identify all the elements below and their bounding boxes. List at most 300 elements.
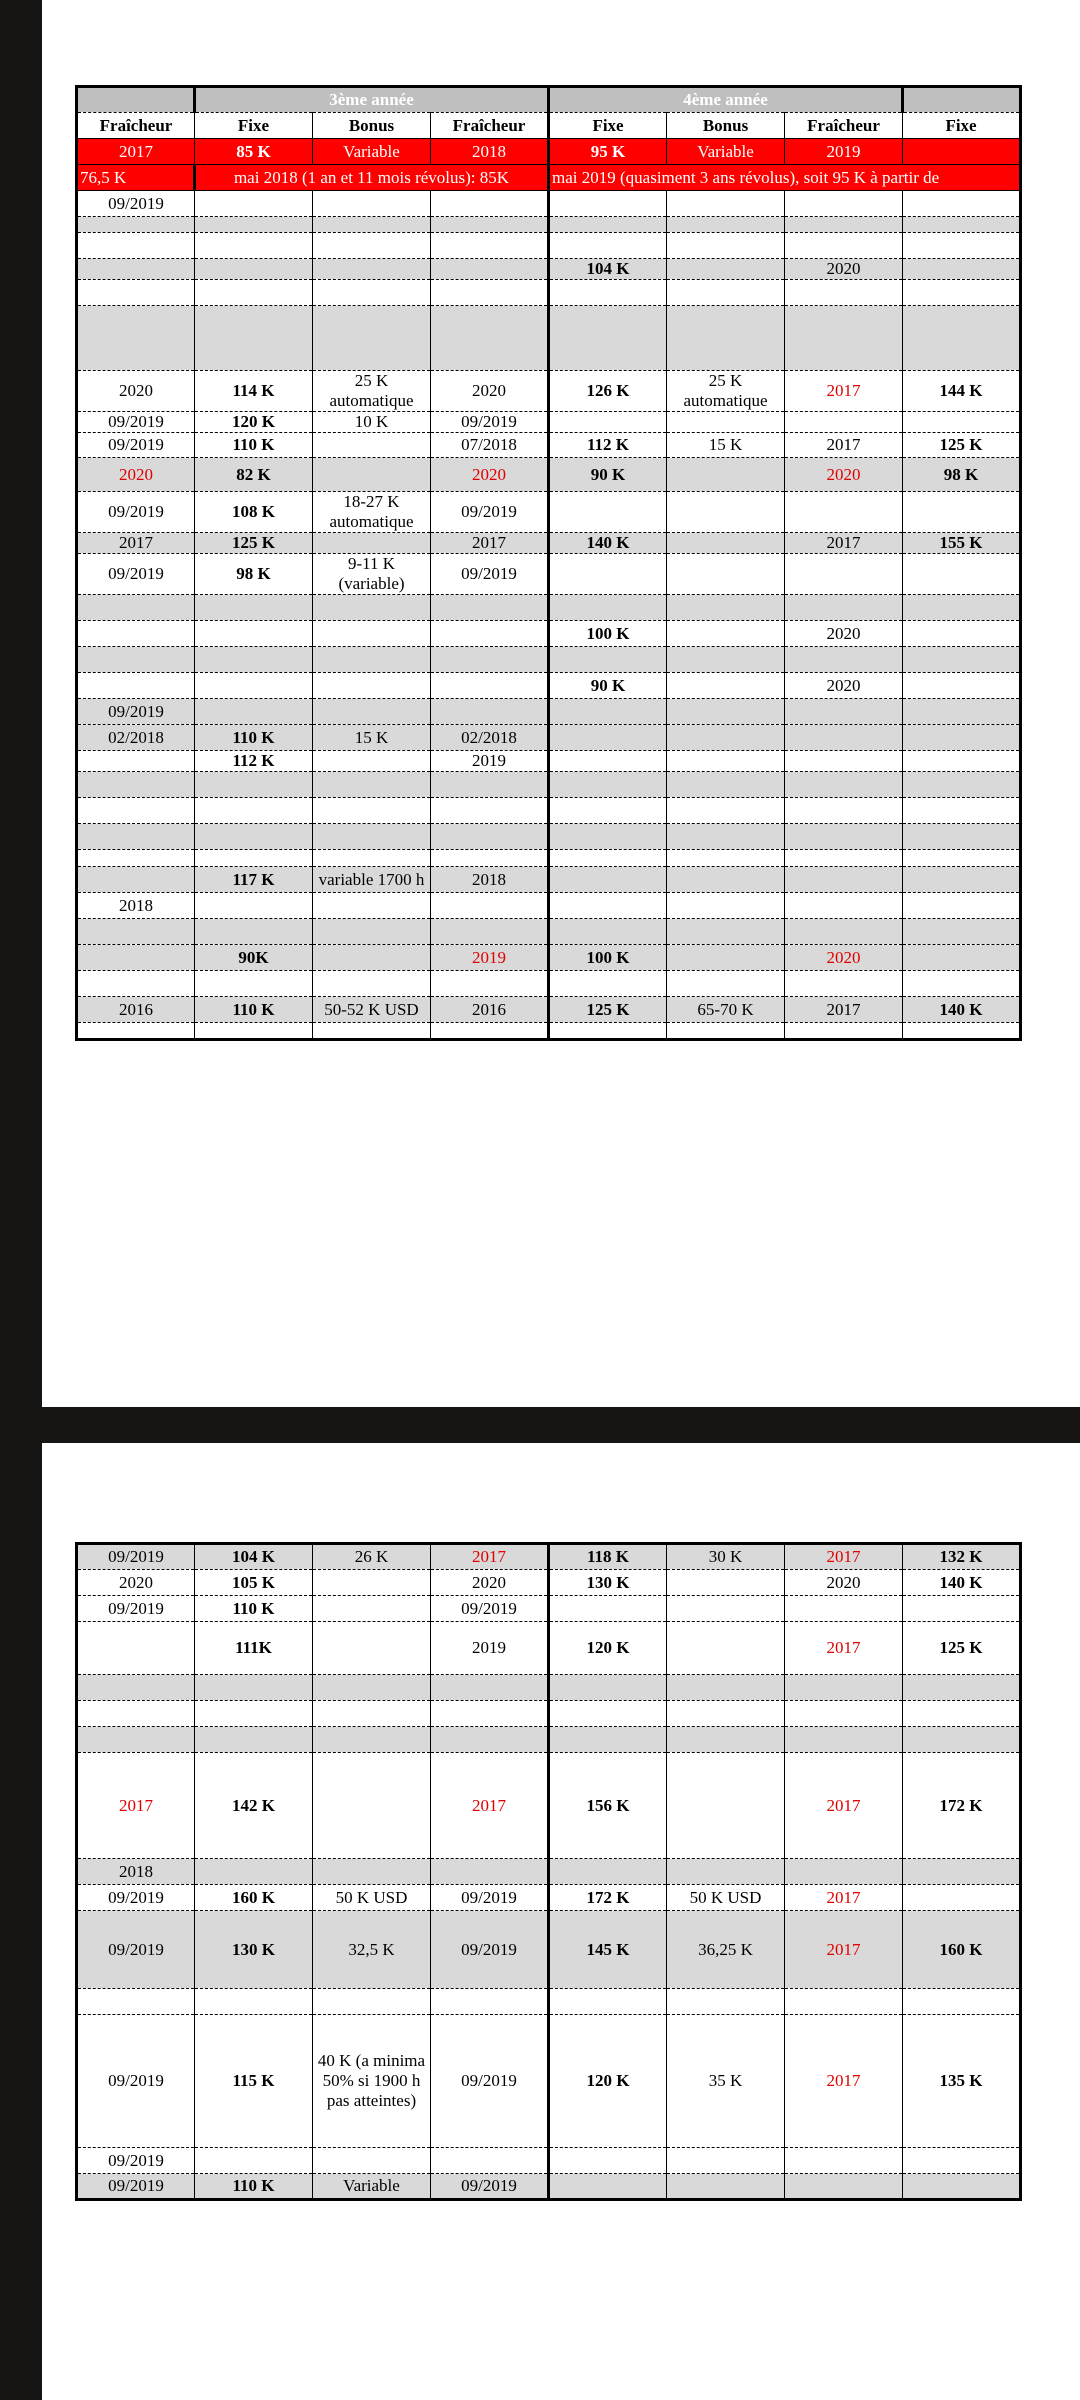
table-cell: 09/2019 bbox=[431, 1885, 549, 1911]
table-row bbox=[77, 725, 1021, 751]
table-cell: 112 K bbox=[549, 433, 667, 458]
table-cell bbox=[667, 233, 785, 259]
table-cell bbox=[667, 867, 785, 893]
column-header: Fraîcheur bbox=[431, 113, 549, 139]
table-cell bbox=[195, 621, 313, 647]
table-cell bbox=[667, 1701, 785, 1727]
table-cell bbox=[313, 458, 431, 492]
table-cell: 09/2019 bbox=[77, 433, 195, 458]
table-cell bbox=[667, 492, 785, 533]
table-cell bbox=[549, 751, 667, 772]
table-row bbox=[77, 1859, 1021, 1885]
table-cell bbox=[431, 2148, 549, 2174]
highlight-cell: Variable bbox=[313, 139, 431, 165]
table-row bbox=[77, 699, 1021, 725]
table-cell bbox=[785, 2174, 903, 2200]
table-cell bbox=[667, 621, 785, 647]
table-cell bbox=[549, 1596, 667, 1622]
table-cell: 2020 bbox=[785, 945, 903, 971]
table-cell bbox=[903, 412, 1021, 433]
table-cell: 126 K bbox=[549, 371, 667, 412]
table-row bbox=[77, 867, 1021, 893]
table-cell bbox=[195, 306, 313, 371]
table-cell bbox=[313, 751, 431, 772]
note-cell: mai 2018 (1 an et 11 mois révolus): 85K bbox=[195, 165, 549, 191]
table-cell bbox=[77, 1701, 195, 1727]
table-cell bbox=[77, 798, 195, 824]
table-cell bbox=[431, 1675, 549, 1701]
table-row bbox=[77, 1596, 1021, 1622]
table-cell bbox=[313, 533, 431, 554]
table-cell bbox=[313, 919, 431, 945]
table-cell bbox=[195, 1701, 313, 1727]
table-cell bbox=[785, 893, 903, 919]
table-cell bbox=[431, 621, 549, 647]
table-cell: 25 K automatique bbox=[313, 371, 431, 412]
table-cell: 09/2019 bbox=[77, 1544, 195, 1570]
table-cell bbox=[785, 850, 903, 867]
table-cell: 2019 bbox=[431, 945, 549, 971]
table-cell bbox=[549, 1701, 667, 1727]
column-header: Fraîcheur bbox=[77, 113, 195, 139]
table-cell: 2020 bbox=[785, 621, 903, 647]
table-cell bbox=[903, 1023, 1021, 1040]
table-cell bbox=[77, 621, 195, 647]
table-cell: 50 K USD bbox=[667, 1885, 785, 1911]
highlight-cell: Variable bbox=[667, 139, 785, 165]
table-cell: 145 K bbox=[549, 1911, 667, 1989]
table-cell bbox=[667, 699, 785, 725]
document-page-1 bbox=[42, 0, 1080, 1407]
table-cell bbox=[903, 1596, 1021, 1622]
table-cell: 132 K bbox=[903, 1544, 1021, 1570]
table-cell bbox=[77, 867, 195, 893]
table-cell: 50 K USD bbox=[313, 1885, 431, 1911]
table-cell: 172 K bbox=[903, 1753, 1021, 1859]
table-cell: 09/2019 bbox=[77, 2174, 195, 2200]
table-cell: 09/2019 bbox=[77, 191, 195, 217]
table-cell bbox=[313, 233, 431, 259]
table-cell: 2017 bbox=[785, 2015, 903, 2148]
table-cell bbox=[313, 1753, 431, 1859]
table-cell bbox=[195, 1023, 313, 1040]
table-cell: 160 K bbox=[903, 1911, 1021, 1989]
table-cell: 10 K bbox=[313, 412, 431, 433]
table-cell bbox=[785, 280, 903, 306]
highlight-cell: 2017 bbox=[77, 139, 195, 165]
table-cell bbox=[549, 280, 667, 306]
table-cell bbox=[903, 1675, 1021, 1701]
table-cell bbox=[549, 893, 667, 919]
table-cell bbox=[549, 1859, 667, 1885]
table-cell: 09/2019 bbox=[431, 554, 549, 595]
table-cell bbox=[785, 751, 903, 772]
table-cell bbox=[667, 893, 785, 919]
table-row bbox=[77, 824, 1021, 850]
table-cell: 2017 bbox=[431, 1753, 549, 1859]
table-cell bbox=[431, 1023, 549, 1040]
table-cell: 09/2019 bbox=[431, 492, 549, 533]
table-cell bbox=[549, 850, 667, 867]
table-cell bbox=[785, 412, 903, 433]
table-cell bbox=[785, 1859, 903, 1885]
table-cell bbox=[903, 621, 1021, 647]
table-row bbox=[77, 412, 1021, 433]
table-cell bbox=[549, 824, 667, 850]
table-cell bbox=[785, 919, 903, 945]
table-cell: 2017 bbox=[785, 997, 903, 1023]
table-cell bbox=[431, 1989, 549, 2015]
table-cell: 09/2019 bbox=[77, 2148, 195, 2174]
table-cell bbox=[667, 971, 785, 997]
table-cell: 140 K bbox=[903, 1570, 1021, 1596]
table-cell bbox=[785, 554, 903, 595]
column-header: Fixe bbox=[549, 113, 667, 139]
table-cell bbox=[313, 1859, 431, 1885]
table-cell: variable 1700 h bbox=[313, 867, 431, 893]
table-cell: 114 K bbox=[195, 371, 313, 412]
group-header-row bbox=[77, 87, 1021, 113]
table-row bbox=[77, 1885, 1021, 1911]
table-cell bbox=[785, 699, 903, 725]
table-cell: 172 K bbox=[549, 1885, 667, 1911]
table-cell: 09/2019 bbox=[431, 412, 549, 433]
table-cell bbox=[785, 971, 903, 997]
table-row bbox=[77, 772, 1021, 798]
table-cell bbox=[785, 1596, 903, 1622]
table-cell bbox=[195, 280, 313, 306]
table-row bbox=[77, 2148, 1021, 2174]
table-cell bbox=[785, 306, 903, 371]
table-cell bbox=[903, 492, 1021, 533]
table-row bbox=[77, 533, 1021, 554]
table-cell bbox=[77, 217, 195, 233]
table-row bbox=[77, 306, 1021, 371]
table-cell bbox=[549, 233, 667, 259]
table-cell: 125 K bbox=[903, 1622, 1021, 1675]
table-cell bbox=[431, 971, 549, 997]
column-header: Bonus bbox=[313, 113, 431, 139]
table-cell bbox=[667, 554, 785, 595]
column-header: Fraîcheur bbox=[785, 113, 903, 139]
table-row bbox=[77, 2015, 1021, 2148]
table-cell bbox=[903, 554, 1021, 595]
table-cell bbox=[667, 533, 785, 554]
table-cell: 110 K bbox=[195, 1596, 313, 1622]
table-cell bbox=[903, 2148, 1021, 2174]
table-cell: 118 K bbox=[549, 1544, 667, 1570]
table-cell: 2017 bbox=[785, 1911, 903, 1989]
table-cell: 130 K bbox=[549, 1570, 667, 1596]
table-cell: 2017 bbox=[785, 1753, 903, 1859]
table-cell bbox=[667, 945, 785, 971]
table-cell bbox=[195, 1989, 313, 2015]
table-cell: 2020 bbox=[785, 259, 903, 280]
table-cell: 90 K bbox=[549, 458, 667, 492]
table-cell bbox=[667, 1859, 785, 1885]
table-cell: 100 K bbox=[549, 945, 667, 971]
group-header-3eme-annee: 3ème année bbox=[195, 87, 549, 113]
table-cell bbox=[667, 2174, 785, 2200]
table-cell bbox=[785, 725, 903, 751]
table-cell bbox=[785, 233, 903, 259]
table-cell: 120 K bbox=[549, 2015, 667, 2148]
table-row bbox=[77, 1753, 1021, 1859]
table-cell bbox=[313, 850, 431, 867]
highlight-cell bbox=[903, 139, 1021, 165]
table-cell bbox=[195, 673, 313, 699]
table-cell bbox=[431, 1859, 549, 1885]
table-cell: 09/2019 bbox=[77, 1596, 195, 1622]
table-cell bbox=[785, 867, 903, 893]
table-row bbox=[77, 259, 1021, 280]
table-cell bbox=[785, 824, 903, 850]
table-cell: 98 K bbox=[195, 554, 313, 595]
table-cell bbox=[549, 867, 667, 893]
table-cell bbox=[77, 850, 195, 867]
table-cell: 2016 bbox=[431, 997, 549, 1023]
table-row bbox=[77, 945, 1021, 971]
table-cell bbox=[903, 725, 1021, 751]
table-cell bbox=[549, 1989, 667, 2015]
table-cell: 30 K bbox=[667, 1544, 785, 1570]
table-cell bbox=[785, 772, 903, 798]
table-cell bbox=[667, 595, 785, 621]
table-row bbox=[77, 1911, 1021, 1989]
table-cell: 2018 bbox=[77, 893, 195, 919]
table-cell bbox=[785, 1675, 903, 1701]
table-cell bbox=[549, 1023, 667, 1040]
table-cell: 2020 bbox=[431, 371, 549, 412]
table-cell: 110 K bbox=[195, 2174, 313, 2200]
table-cell: 90 K bbox=[549, 673, 667, 699]
table-cell bbox=[77, 1727, 195, 1753]
table-cell bbox=[903, 772, 1021, 798]
table-cell bbox=[313, 1701, 431, 1727]
empty-header-cell bbox=[903, 87, 1021, 113]
table-row bbox=[77, 1989, 1021, 2015]
table-cell bbox=[77, 919, 195, 945]
table-cell bbox=[313, 2148, 431, 2174]
table-cell: 110 K bbox=[195, 433, 313, 458]
table-cell bbox=[313, 1675, 431, 1701]
table-cell bbox=[667, 850, 785, 867]
table-cell bbox=[549, 554, 667, 595]
table-cell: 2017 bbox=[431, 533, 549, 554]
table-cell bbox=[667, 191, 785, 217]
table-cell: 50-52 K USD bbox=[313, 997, 431, 1023]
table-cell bbox=[667, 1989, 785, 2015]
table-cell: 02/2018 bbox=[431, 725, 549, 751]
column-header: Fixe bbox=[195, 113, 313, 139]
table-cell bbox=[313, 772, 431, 798]
table-cell bbox=[549, 217, 667, 233]
table-cell bbox=[549, 647, 667, 673]
table-cell bbox=[903, 1885, 1021, 1911]
table-cell bbox=[667, 2148, 785, 2174]
table-cell bbox=[195, 191, 313, 217]
table-row bbox=[77, 1570, 1021, 1596]
table-cell bbox=[313, 945, 431, 971]
table-row bbox=[77, 1727, 1021, 1753]
table-cell bbox=[195, 595, 313, 621]
table-cell bbox=[195, 772, 313, 798]
table-cell bbox=[667, 673, 785, 699]
table-row bbox=[77, 1622, 1021, 1675]
table-cell bbox=[313, 971, 431, 997]
table-cell: 09/2019 bbox=[77, 1885, 195, 1911]
table-cell bbox=[77, 233, 195, 259]
table-cell bbox=[785, 1727, 903, 1753]
table-cell bbox=[313, 893, 431, 919]
table-cell bbox=[903, 1989, 1021, 2015]
table-cell: 90K bbox=[195, 945, 313, 971]
table-cell bbox=[903, 306, 1021, 371]
empty-header-cell bbox=[77, 87, 195, 113]
table-cell: 117 K bbox=[195, 867, 313, 893]
table-cell bbox=[77, 971, 195, 997]
table-cell bbox=[549, 1727, 667, 1753]
highlight-cell: 2019 bbox=[785, 139, 903, 165]
table-cell: 2020 bbox=[785, 673, 903, 699]
table-cell bbox=[431, 772, 549, 798]
table-cell bbox=[313, 1622, 431, 1675]
table-row bbox=[77, 673, 1021, 699]
table-cell: 2020 bbox=[77, 458, 195, 492]
table-cell bbox=[431, 824, 549, 850]
table-cell: 160 K bbox=[195, 1885, 313, 1911]
table-cell bbox=[785, 647, 903, 673]
table-row bbox=[77, 919, 1021, 945]
table-cell: 111K bbox=[195, 1622, 313, 1675]
table-cell bbox=[195, 850, 313, 867]
table-cell: 32,5 K bbox=[313, 1911, 431, 1989]
table-cell: 110 K bbox=[195, 997, 313, 1023]
salary-table-2 bbox=[75, 1542, 1019, 2201]
table-cell bbox=[77, 945, 195, 971]
table-cell: 09/2019 bbox=[77, 554, 195, 595]
table-cell bbox=[667, 259, 785, 280]
table-cell bbox=[903, 893, 1021, 919]
table-cell bbox=[195, 919, 313, 945]
table-row bbox=[77, 1701, 1021, 1727]
table-cell: 125 K bbox=[549, 997, 667, 1023]
table-cell: 9-11 K (variable) bbox=[313, 554, 431, 595]
table-cell: 108 K bbox=[195, 492, 313, 533]
table-cell bbox=[431, 280, 549, 306]
table-cell bbox=[431, 217, 549, 233]
table-cell: 2017 bbox=[785, 371, 903, 412]
table-cell bbox=[549, 2174, 667, 2200]
table-cell bbox=[785, 1023, 903, 1040]
table-row bbox=[77, 595, 1021, 621]
table-cell bbox=[549, 2148, 667, 2174]
table-cell: 2017 bbox=[77, 1753, 195, 1859]
table-cell bbox=[195, 893, 313, 919]
table-cell bbox=[785, 595, 903, 621]
table-row bbox=[77, 1023, 1021, 1040]
table-cell bbox=[903, 945, 1021, 971]
table-cell bbox=[903, 217, 1021, 233]
highlight-cell: 85 K bbox=[195, 139, 313, 165]
table-cell bbox=[77, 647, 195, 673]
table-cell bbox=[549, 798, 667, 824]
table-cell bbox=[313, 433, 431, 458]
table-row bbox=[77, 217, 1021, 233]
table-cell bbox=[313, 699, 431, 725]
table-cell: 2020 bbox=[431, 1570, 549, 1596]
table-row bbox=[77, 1675, 1021, 1701]
table-cell bbox=[313, 1727, 431, 1753]
table-cell: 142 K bbox=[195, 1753, 313, 1859]
table-cell bbox=[667, 1753, 785, 1859]
table-cell: 2020 bbox=[77, 371, 195, 412]
table-cell: 155 K bbox=[903, 533, 1021, 554]
table-cell bbox=[903, 280, 1021, 306]
table-cell bbox=[313, 824, 431, 850]
table-cell: 98 K bbox=[903, 458, 1021, 492]
table-cell: 2017 bbox=[785, 433, 903, 458]
table-row bbox=[77, 1544, 1021, 1570]
table-row bbox=[77, 798, 1021, 824]
table-cell: 18-27 K automatique bbox=[313, 492, 431, 533]
table-cell: 112 K bbox=[195, 751, 313, 772]
table-cell bbox=[313, 217, 431, 233]
table-cell bbox=[903, 751, 1021, 772]
table-cell: 2017 bbox=[785, 1622, 903, 1675]
table-cell bbox=[195, 971, 313, 997]
table-cell bbox=[903, 233, 1021, 259]
table-row bbox=[77, 433, 1021, 458]
table-cell bbox=[667, 1675, 785, 1701]
table-cell bbox=[431, 259, 549, 280]
table-cell bbox=[77, 1023, 195, 1040]
table-cell bbox=[667, 647, 785, 673]
table-cell bbox=[785, 191, 903, 217]
table-cell: 2020 bbox=[785, 1570, 903, 1596]
table-cell bbox=[77, 259, 195, 280]
table-cell bbox=[903, 867, 1021, 893]
table-cell bbox=[431, 673, 549, 699]
table-cell bbox=[313, 798, 431, 824]
table-cell: 09/2019 bbox=[431, 2015, 549, 2148]
table-cell bbox=[313, 647, 431, 673]
table-cell bbox=[77, 595, 195, 621]
highlight-cell: 95 K bbox=[549, 139, 667, 165]
table-cell: 2019 bbox=[431, 751, 549, 772]
table-cell bbox=[313, 1023, 431, 1040]
table-cell: 2017 bbox=[785, 1544, 903, 1570]
table-cell bbox=[431, 798, 549, 824]
table-cell bbox=[667, 725, 785, 751]
table-cell bbox=[431, 1727, 549, 1753]
table-row bbox=[77, 191, 1021, 217]
table-cell bbox=[195, 259, 313, 280]
table-cell: 09/2019 bbox=[77, 412, 195, 433]
table-cell bbox=[903, 647, 1021, 673]
document-page-2 bbox=[42, 1443, 1080, 2400]
table-row bbox=[77, 893, 1021, 919]
table-cell bbox=[313, 259, 431, 280]
table-cell: 2016 bbox=[77, 997, 195, 1023]
table-cell: 26 K bbox=[313, 1544, 431, 1570]
table-cell bbox=[549, 412, 667, 433]
table-row bbox=[77, 997, 1021, 1023]
table-row bbox=[77, 280, 1021, 306]
table-cell: 40 K (a minima 50% si 1900 h pas atteintes) bbox=[313, 2015, 431, 2148]
table-cell bbox=[195, 1859, 313, 1885]
table-cell: 09/2019 bbox=[77, 1911, 195, 1989]
